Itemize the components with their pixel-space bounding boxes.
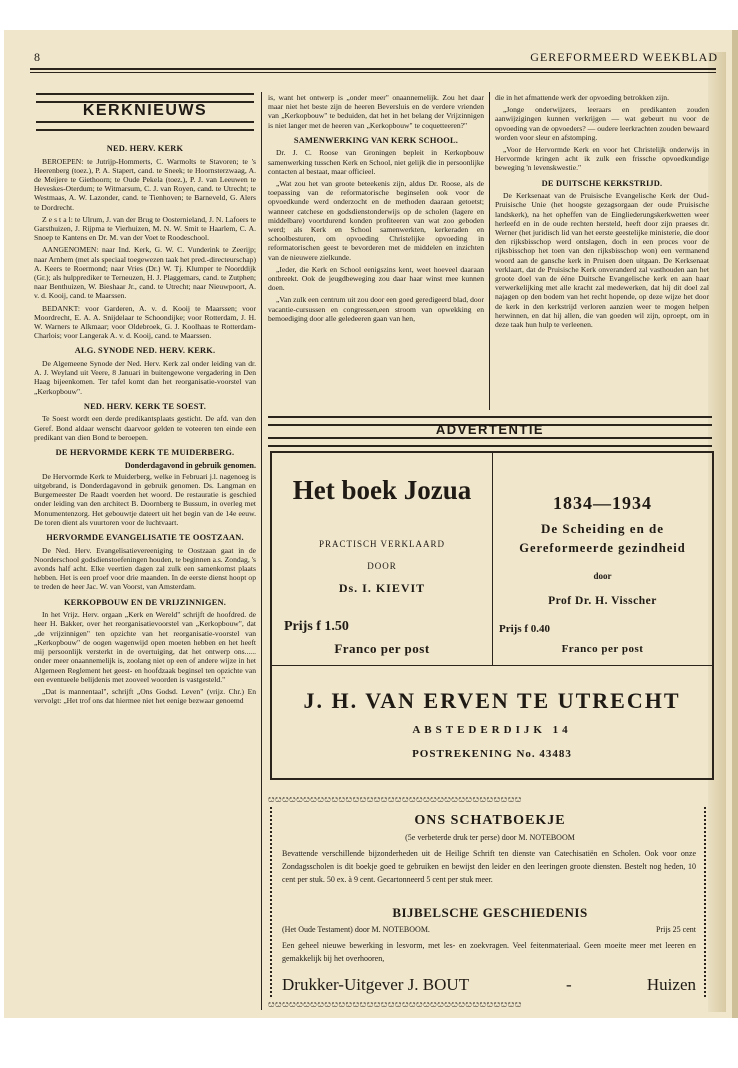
printer-dash: -	[566, 975, 572, 994]
beroepen-text: BEROEPEN: te Jutrijp-Hommerts, C. Warmolts te Stavoren; te 's Heerenberg (toez.), P. A. Stapert, cand. te Sneek; te Hoornsterzwaag, A. de Meijere te Giethoorn; te Oude Pekela (toez.), P. J. van Leeuwen te Heveskes-Oterdum; te Witmarsum, C. J. van Royen, cand. te Utrecht; te Westmaas, A. W. Lazonder, cand. te Tienhoven; te Barneveld, G. Alers te Dordrecht.	[34, 156, 256, 212]
muiderberg-text: De Hervormde Kerk te Muiderberg, welke in Februari j.l. nagenoeg is uitgebrand, is Donderdagavond in gebruik genomen. Ds. Langman en Burgemeester De Raadt voerden het woord. De restauratie is geschied onder leiding van den architect B. Doornberg te Bussum, in overleg met Monumentenzorg. Het gebouwtje dateert uit het begin van de 14e eeuw. De toren dient als vuurtoren voor de luchtvaart.	[34, 471, 256, 527]
kerkopbouw-text-2: „Dat is mannentaal", schrijft „Ons Godsd. Leven" (vrijz. Chr.) En vervolgt: „Het trof ons dat hiermee niet het eenige bezwaar genoemd	[34, 686, 256, 706]
right-p3: „Voor de Hervormde Kerk en voor het Christelijk onderwijs in Hervormde kringen acht ik zulk een frissche opvoedkundige beweging 'n levenskwestie."	[495, 145, 709, 173]
ad-jozua	[272, 453, 493, 666]
right-column	[495, 93, 709, 409]
scheiding-years: 1834—1934	[553, 493, 652, 513]
jozua-price: Prijs f 1.50	[284, 619, 349, 634]
publication-title: GEREFORMEERD WEEKBLAD	[530, 50, 718, 64]
schatboekje-text: Bevattende verschillende bijzonderheden uit de Heilige Schrift ten dienste van Catechisatiën en Scholen. Ook voor onze Zondagsscholen is dit boekje goed te gebruiken en bewijst den leider en den leeringen groote diensten. Bestelt nog heden, 10 cent per stuk. 50 ex. à 9 cent. Gecartonneerd 5 cent per stuk meer.	[282, 849, 696, 884]
muiderberg-subheading: Donderdagavond in gebruik genomen.	[124, 460, 256, 470]
ad-publisher	[272, 666, 712, 778]
jozua-subtitle: PRACTISCH VERKLAARD	[318, 539, 446, 549]
right-continuation: die in het afmattende werk der opvoeding betrokken zijn.	[495, 93, 669, 102]
ornament-border-top: ೞ ೞ ೞ ೞ ೞ ೞ ೞ ೞ ೞ ೞ ೞ ೞ ೞ ೞ ೞ ೞ ೞ ೞ ೞ ೞ ೞ ೞ ೞ ೞ ೞ ೞ ೞ ೞ ೞ ೞ ೞ ೞ ೞ ೞ ೞ ೞ	[268, 795, 521, 805]
jozua-postage: Franco per post	[334, 641, 430, 656]
printer-name: Drukker-Uitgever J. BOUT	[282, 975, 470, 994]
advertentie-banner	[268, 419, 712, 441]
middle-column	[268, 93, 484, 409]
schatboekje-title: ONS SCHATBOEKJE	[414, 813, 566, 828]
oostzaan-text: De Ned. Herv. Evangelisatievereeniging te Oostzaan gaat in de Noorderschool godsdienstoefeningen houden, te beginnen a.s. Zondag, 's avonds half acht. Elke veertien dagen zal zulk een samenkomst plaats hebben. Het is een proef voor drie maanden. In de eerste dienst hoopt op te treden de heer Jac. W. van Voorst, van Amsterdam.	[34, 545, 256, 592]
synode-text: De Algemeene Synode der Ned. Herv. Kerk zal onder leiding van dr. A. J. Weyland uit Veere, 8 Januari in buitengewone vergadering in Den Haag bijeenkomen. Ter tafel komt dan het reorganisatie-voorstel van „Kerkopbouw".	[34, 359, 256, 396]
samenwerking-p3: „Ieder, die Kerk en School eenigszins kent, weet hoeveel daaraan ontbreekt. Ook de jeugdbeweging zou daar haar winst mee kunnen doen.	[268, 264, 484, 293]
publisher-name: J. H. VAN ERVEN TE UTRECHT	[303, 688, 681, 713]
scheiding-line2: Gereformeerde gezindheid	[519, 541, 686, 555]
jozua-title: Het boek Jozua	[292, 475, 472, 505]
zestal-text: Z e s t a l: te Ulrum, J. van der Brug te Oosternieland, J. N. Lafoers te Garsthuizen, J. Rijpma te Vierhuizen, M. N. W. Smit te Haarlem, C. A. Snoep te Kantens en Dr. M. van der Voet te Roodeschool.	[34, 214, 256, 243]
title-stripes-bottom	[36, 121, 254, 131]
bijbel-title: BIJBELSCHE GESCHIEDENIS	[392, 905, 588, 920]
advertentie-title: ADVERTENTIE	[435, 422, 545, 437]
bijbel-subtitle: (Het Oude Testament) door M. NOTEBOOM.	[282, 925, 430, 934]
header-rule-thin	[30, 72, 716, 73]
schatboekje-subtitle: (5e verbeterde druk ter perse) door M. NOTEBOOM	[405, 833, 575, 842]
samenwerking-heading: SAMENWERKING VAN KERK SCHOOL.	[293, 135, 459, 145]
kerkopbouw-text: In het Vrijz. Herv. orgaan „Kerk en Wereld" schrijft de hoofdred. de heer H. Bakker, over het reorganisatievoorstel van „Kerkopbouw", dat „de vrijzinnigen" ten opzichte van het reorganisatie-voorstel van „Kerkopbouw" de oogen wagenwijd open moeten hebben en het heeft mij persoonlijk versterkt in de overtuiging, dat het ontwerp ons...... onder meer onaannemelijk is, zoolang niet op een of andere wijze in het Algemeen Reglement het geest- en hoofdzaak beginsel ten opzichte van een eventueele belijdenis met zooveel woorden is vastgesteld."	[34, 610, 256, 684]
ornament-border-bottom: ೞ ೞ ೞ ೞ ೞ ೞ ೞ ೞ ೞ ೞ ೞ ೞ ೞ ೞ ೞ ೞ ೞ ೞ ೞ ೞ ೞ ೞ ೞ ೞ ೞ ೞ ೞ ೞ ೞ ೞ ೞ ೞ ೞ ೞ ೞ ೞ	[268, 1000, 521, 1010]
scheiding-price: Prijs f 0.40	[499, 623, 551, 635]
right-p2: „Jonge onderwijzers, leeraars en predikanten zouden aanwijzigingen kunnen verkrijgen — wat gebeurt nu voor de opvoeding van de opvoeders? — oudere leerkrachten zouden bewaard worden voor sleur en afstomping.	[495, 105, 709, 142]
scheiding-door: door	[593, 571, 612, 581]
ad-scheiding	[493, 453, 712, 666]
column-divider-1	[261, 92, 262, 1010]
samenwerking-p4: „Van zulk een centrum uit zou door een goed geredigeerd blad, door vacantie-cursussen en congressen,een stroom van opwekking en bemoediging door alle geledeeren gaan van hen,	[268, 295, 484, 323]
duitsche-heading: DE DUITSCHE KERKSTRIJD.	[541, 178, 663, 188]
bijbel-price: Prijs 25 cent	[656, 925, 696, 934]
synode-heading: ALG. SYNODE NED. HERV. KERK.	[74, 346, 216, 356]
bedankt-text: BEDANKT: voor Garderen, A. v. d. Kooij te Maarssen; voor Moordrecht, E. A. A. Snijdelaar te Schoondijke; voor Rotterdam, J. H. W. Warners te Alkmaar; voor Oldebroek, G. J. Koolhaas te Rotterdam-Charlois; voor Langerak A. v. d. Kooij, cand. te Maarssen.	[34, 303, 256, 341]
ned-herv-kerk-heading: NED. HERV. KERK	[106, 144, 184, 153]
soest-text: Te Soest wordt een derde predikantsplaats gesticht. De afd. van den Geref. Bond aldaar wenscht daarvoor gelden te voteeren ten einde een predikant van dien Bond te beroepen.	[34, 414, 256, 442]
samenwerking-p2: „Wat zou het van groote beteekenis zijn, aldus Dr. Roose, als de toepassing van de reformatorische beginselen ook voor de opvoedkunde werd onderzocht en de methoden daaraan getoetst; wanneer catchese en godsdienstonderwijs op de scholen (lagere en middelbare) voortdurend konden profiteeren van wat zoo geboden werd; als Kerk en School samenwerkten, kerkeraden en schoolbesturen, om opvoeding Christelijke opvoeding in reformatorischen geest te bevorderen met de middelen en inzichten van de nieuwere zielkunde.	[268, 179, 484, 262]
soest-heading: NED. HERV. KERK TE SOEST.	[83, 401, 207, 411]
muiderberg-heading: DE HERVORMDE KERK TE MUIDERBERG.	[55, 448, 235, 458]
middle-continuation: is, want het ontwerp is „onder meer" onaannemelijk. Zou het daar maar niet het beste zijn de heeren Beversluis en de verdere vrienden van „Kerkopbouw" te beduiden, dat het in het belang der Vrijzinnigen is niet langer met de heeren van „Kerkopbouw" te coquetteeren?"	[268, 93, 484, 130]
scheiding-postage: Franco per post	[561, 643, 644, 655]
adv-stripes-bottom	[268, 437, 712, 447]
kerknieuws-title: KERKNIEUWS	[82, 102, 208, 119]
book-advertisement	[270, 451, 714, 780]
duitsche-text: De Kerksenaat van de Pruisische Evangelische Kerk der Oud-Pruisische Unie (het hoogste gezagsorgaan der oude Pruisische landskerk), na het opheffen van de Eingliederungskerkwetten weer herleefd en in de oude rechten hersteld, heeft door zijn praeses dr. Werner (het juridisch lid van het eerste geestelijke ministerie, die door den rijksbisschop werd ontslagen, doch in een proces voor de rijksbisschop het toen van den rijksbisschop won) een vermanend woord aan de gansche kerk in Pruisen doen uitgaan. De Kerksenaat verklaart, dat de Pruisische Kerk onveranderd zal vasthouden aan het groote doel van de ééne Duitsche Evangelische kerk en aan haar verwerkelijking met alle kracht zal medewerken, dat hij dit doel zal najagen op den bodem van het recht hopende, op deze wijze het door de kerk in den kerkstrijd verloren aanzien weer te mogen helpen herwinnen, en dat hij allen, die van goeden wil zijn, oproept, om in deze taak hun hulp te verleenen.	[495, 191, 709, 330]
samenwerking-p1: Dr. J. C. Roose van Groningen bepleit in Kerkopbouw samenwerking tusschen Kerk en School, niet gelijk die in persoonlijke contacten al bestaat, maar officieel.	[268, 148, 484, 176]
jozua-author: Ds. I. KIEVIT	[338, 581, 426, 595]
header-rule-thick	[30, 68, 716, 70]
kerknieuws-title-box	[36, 93, 254, 131]
scheiding-line1: De Scheiding en de	[540, 521, 665, 536]
jozua-door: DOOR	[367, 561, 397, 571]
bijbel-text: Een geheel nieuwe bewerking in lesvorm, met les- en zoekvragen. Veel feitenmateriaal. Geen moeite meer met leeren en gemakkelijk bij het overhooren,	[282, 941, 696, 963]
schatboekje-advertisement	[268, 795, 712, 1010]
column-divider-2	[489, 92, 490, 410]
left-column	[34, 138, 256, 1014]
publisher-address: ABSTEDERDIJK 14	[412, 724, 572, 736]
printer-city: Huizen	[646, 975, 696, 994]
oostzaan-heading: HERVORMDE EVANGELISATIE TE OOSTZAAN.	[46, 533, 244, 543]
page-number: 8	[34, 50, 41, 64]
scheiding-author: Prof Dr. H. Visscher	[548, 595, 657, 607]
aangenomen-text: AANGENOMEN: naar Ind. Kerk, G. W. C. Vunderink te Zeerijp; naar Arnhem (met als speciaal toegewezen taak het pred.-directeurschap) A. Keers te Roermond; naar Vries (Dr.) W. Tj. Klumper te Noorddijk (Gr.); als hulpprediker te Terneuzen, H. J. Plaggemars, cand. te Zutphen; naar Benthuizen, W. Bieshaar Jr., cand. te Utrecht; naar Nieuwpoort, A. v. d. Kooij, cand. te Maarssen.	[34, 245, 256, 301]
publisher-postrekening: POSTREKENING No. 43483	[412, 748, 572, 760]
kerkopbouw-heading: KERKOPBOUW EN DE VRIJZINNIGEN.	[63, 597, 227, 607]
